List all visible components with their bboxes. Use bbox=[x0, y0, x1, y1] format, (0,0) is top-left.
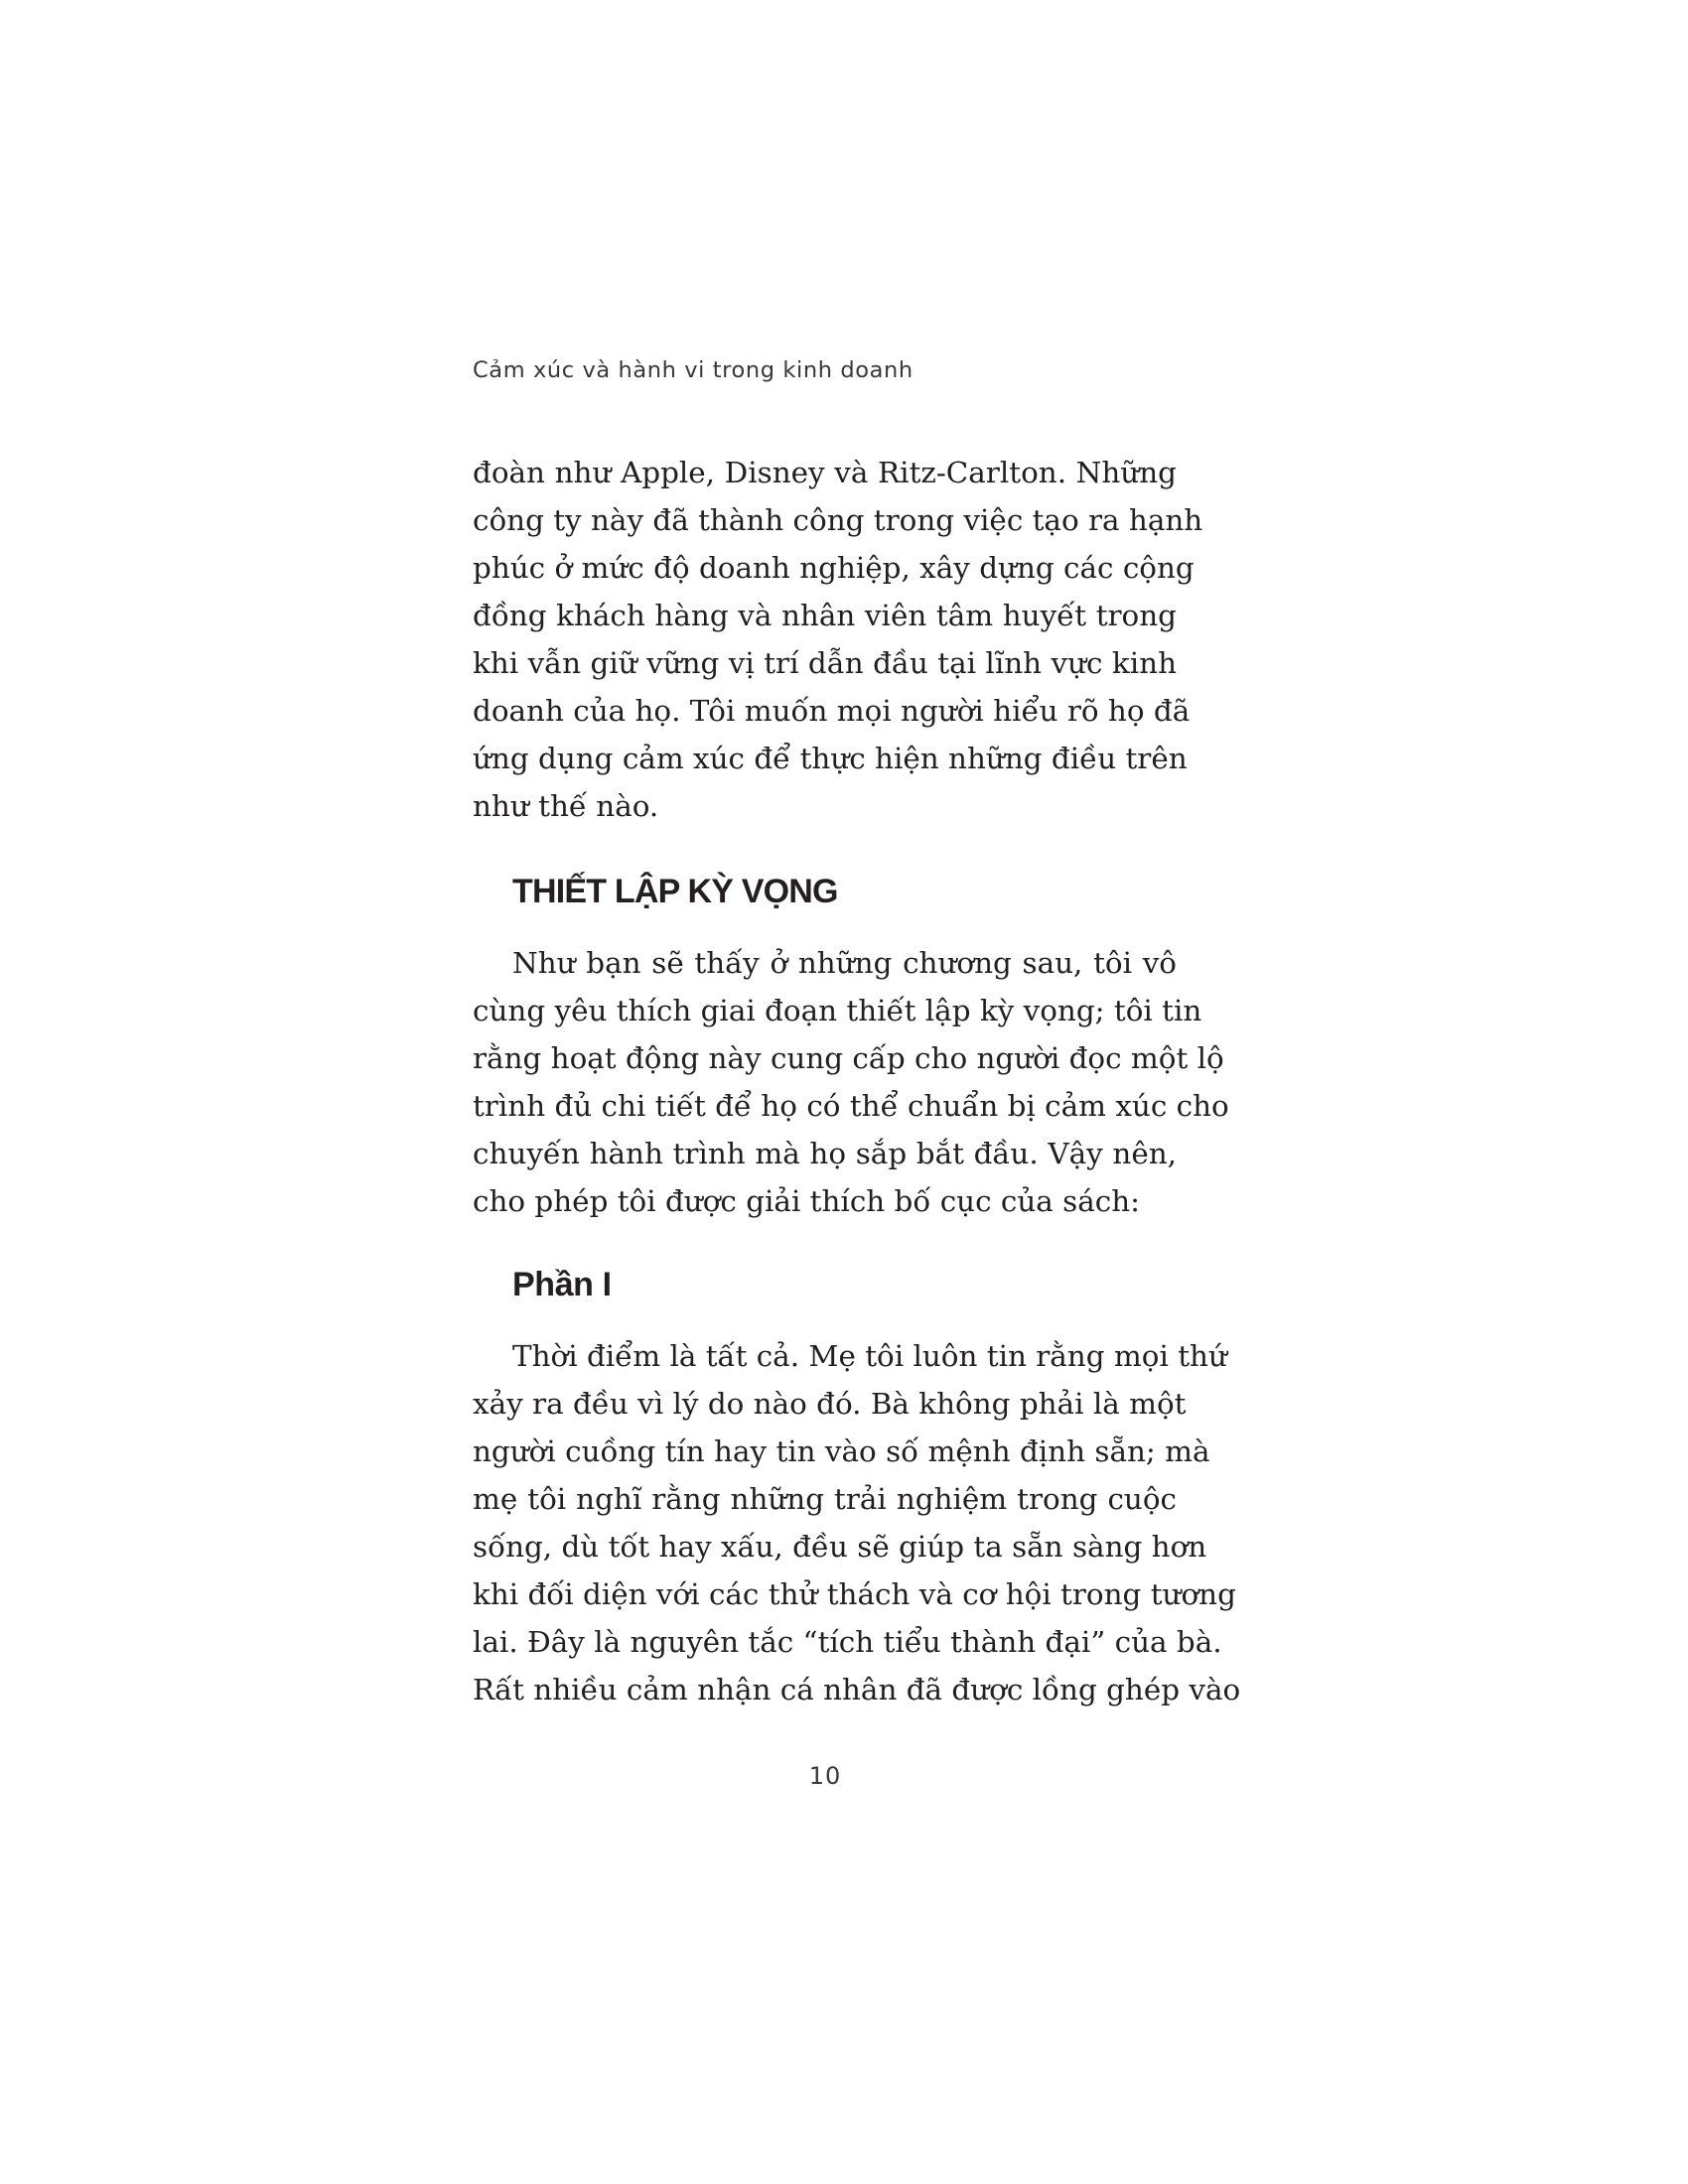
paragraph-2-line: rằng hoạt động này cung cấp cho người đọc một lộ bbox=[473, 1041, 1224, 1075]
running-header: Cảm xúc và hành vi trong kinh doanh bbox=[473, 357, 914, 383]
subsection-heading: Phần I bbox=[512, 1266, 612, 1303]
paragraph-1-line: doanh của họ. Tôi muốn mọi người hiểu rõ họ đã bbox=[473, 694, 1191, 728]
paragraph-2-line: Như bạn sẽ thấy ở những chương sau, tôi vô bbox=[512, 946, 1177, 980]
paragraph-1-line: công ty này đã thành công trong việc tạo ra hạnh bbox=[473, 503, 1203, 537]
paragraph-2-line: chuyến hành trình mà họ sắp bắt đầu. Vậy nên, bbox=[473, 1137, 1177, 1170]
paragraph-1-line: khi vẫn giữ vững vị trí dẫn đầu tại lĩnh vực kinh bbox=[473, 646, 1177, 680]
paragraph-1-line: ứng dụng cảm xúc để thực hiện những điều trên bbox=[473, 742, 1188, 775]
paragraph-1-line: phúc ở mức độ doanh nghiệp, xây dựng các cộng bbox=[473, 551, 1195, 585]
section-heading: THIẾT LẬP KỲ VỌNG bbox=[512, 873, 838, 910]
paragraph-3-line: lai. Đây là nguyên tắc “tích tiểu thành đại” của bà. bbox=[473, 1625, 1222, 1659]
paragraph-3-line: Rất nhiều cảm nhận cá nhân đã được lồng ghép vào bbox=[473, 1673, 1241, 1706]
paragraph-1-line: đoàn như Apple, Disney và Ritz-Carlton. Những bbox=[473, 456, 1177, 489]
paragraph-2-line: cho phép tôi được giải thích bố cục của sách: bbox=[473, 1184, 1141, 1218]
paragraph-3-line: người cuồng tín hay tin vào số mệnh định sẵn; mà bbox=[473, 1434, 1210, 1468]
paragraph-1-line: như thế nào. bbox=[473, 789, 659, 823]
page-number: 10 bbox=[808, 1762, 842, 1790]
paragraph-3-line: Thời điểm là tất cả. Mẹ tôi luôn tin rằng mọi thứ bbox=[512, 1339, 1227, 1373]
paragraph-2-line: cùng yêu thích giai đoạn thiết lập kỳ vọng; tôi tin bbox=[473, 994, 1202, 1027]
paragraph-1-line: đồng khách hàng và nhân viên tâm huyết trong bbox=[473, 599, 1177, 632]
paragraph-3-line: mẹ tôi nghĩ rằng những trải nghiệm trong cuộc bbox=[473, 1482, 1177, 1516]
paragraph-3-line: khi đối diện với các thử thách và cơ hội trong tương bbox=[473, 1577, 1236, 1611]
paragraph-3-line: xảy ra đều vì lý do nào đó. Bà không phải là một bbox=[473, 1387, 1187, 1421]
paragraph-2-line: trình đủ chi tiết để họ có thể chuẩn bị cảm xúc cho bbox=[473, 1089, 1229, 1123]
paragraph-3-line: sống, dù tốt hay xấu, đều sẽ giúp ta sẵn sàng hơn bbox=[473, 1530, 1207, 1564]
